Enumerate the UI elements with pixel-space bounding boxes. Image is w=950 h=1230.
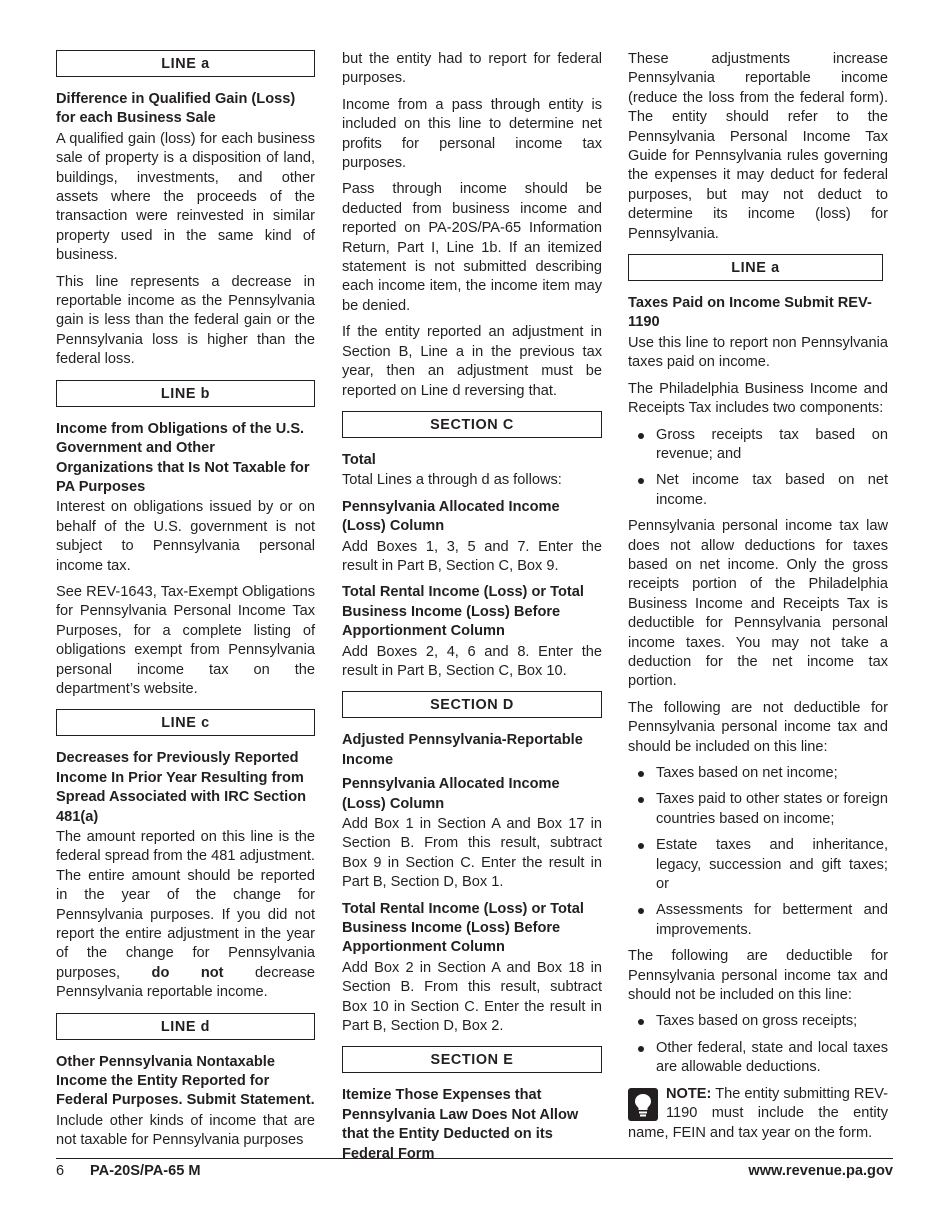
line-d-paragraph-1: Include other kinds of income that are not taxable for Pennsylvania purposes (56, 1112, 315, 1149)
note-block (628, 1085, 888, 1143)
line-a-tax-paragraph-5: The following are deductible for Pennsylvania personal income tax and should not be included on this line: (628, 948, 888, 1004)
list-item: Estate taxes and inheritance, legacy, succession and gift taxes; or (628, 836, 888, 894)
line-a-tax-paragraph-1: Use this line to report non Pennsylvania taxes paid on income. (628, 334, 888, 371)
page-footer (56, 1158, 893, 1183)
line-a-tax-paragraph-3: Pennsylvania personal income tax law does not allow deductions for taxes based on net income. Only the gross receipts portion of the Philadelphia Business Income and Receipts Tax is deductible for Pennsylvania personal income taxes. You may not take a deduction for the net income tax portion. (628, 518, 888, 690)
line-a-tax-heading: Taxes Paid on Income Submit REV-1190 (628, 295, 872, 331)
page-number: 6 (56, 1163, 65, 1179)
line-b-heading: Income from Obligations of the U.S. Government and Other Organizations that Is Not Taxable for PA Purposes (56, 420, 310, 495)
note-text: The entity submitting REV-1190 must include the entity name, FEIN and tax year on the form. (628, 1085, 888, 1141)
lightbulb-icon (628, 1088, 658, 1121)
line-b-paragraph-2: See REV-1643, Tax-Exempt Obligations for Pennsylvania Personal Income Tax Purposes, for a complete listing of obligations exempt from Pennsylvania personal income tax on the department’s website. (56, 583, 315, 697)
section-d-header: SECTION D (342, 691, 602, 718)
line-a-tax-header: LINE a (628, 254, 883, 281)
note-label: NOTE: (666, 1085, 712, 1102)
section-c-heading: Total (342, 451, 376, 468)
not-deductible-list (628, 764, 888, 940)
section-d-sub-paragraph-1: Add Box 1 in Section A and Box 17 in Section B. From this result, subtract Box 9 in Section C. Enter the result in Part B, Section D, Box 1. (342, 816, 602, 891)
line-c-text-start: The amount reported on this line is the federal spread from the 481 adjustment. The entire amount should be reported in the year of the change for Pennsylvania purposes. If you did not report the entire adjustment in the year of the change for Pennsylvania purposes, (56, 829, 315, 981)
line-d-heading: Other Pennsylvania Nontaxable Income the Entity Reported for Federal Purposes. Submit Statement. (56, 1053, 315, 1109)
line-d-cont-paragraph-2: Income from a pass through entity is included on this line to determine net profits for personal income tax purposes. (342, 96, 602, 172)
list-item: Taxes paid to other states or foreign countries based on income; (628, 790, 888, 829)
components-list (628, 426, 888, 511)
section-d-sub-paragraph-2: Add Box 2 in Section A and Box 18 in Section B. From this result, subtract Box 10 in Section C. Enter the result in Part B, Section D, Box 2. (342, 959, 602, 1035)
line-a-tax-paragraph-4: The following are not deductible for Pennsylvania personal income tax and should be included on this line: (628, 699, 888, 755)
list-item: Taxes based on net income; (628, 764, 888, 783)
section-d-heading: Adjusted Pennsylvania-Reportable Income (342, 732, 583, 768)
line-c-header: LINE c (56, 709, 315, 736)
line-b-header: LINE b (56, 380, 315, 407)
list-item: Assessments for betterment and improvements. (628, 901, 888, 940)
line-a-heading: Difference in Qualified Gain (Loss) for each Business Sale (56, 91, 296, 127)
line-a-tax-paragraph-2: The Philadelphia Business Income and Receipts Tax includes two components: (628, 380, 888, 417)
section-d-subheading-2: Total Rental Income (Loss) or Total Business Income (Loss) Before Apportionment Column (342, 900, 584, 956)
section-c-paragraph-1: Total Lines a through d as follows: (342, 472, 562, 489)
line-c-emphasis: do not (151, 964, 224, 981)
website-url: www.revenue.pa.gov (748, 1163, 893, 1179)
deductible-list (628, 1012, 888, 1077)
section-e-heading: Itemize Those Expenses that Pennsylvania Law Does Not Allow that the Entity Deducted on its Federal Form (342, 1087, 579, 1162)
section-d-subheading-1: Pennsylvania Allocated Income (Loss) Column (342, 776, 560, 812)
line-d-cont-paragraph-4: If the entity reported an adjustment in Section B, Line a in the previous tax year, then an adjustment must be reported on Line d reversing that. (342, 324, 602, 399)
line-c-paragraph-1 (56, 828, 315, 1003)
line-d-header: LINE d (56, 1013, 315, 1040)
section-c-sub-paragraph-1: Add Boxes 1, 3, 5 and 7. Enter the result in Part B, Section C, Box 9. (342, 538, 602, 574)
column-3 (628, 50, 888, 1143)
section-c-subheading-2: Total Rental Income (Loss) or Total Business Income (Loss) Before Apportionment Column (342, 584, 584, 640)
line-a-header: LINE a (56, 50, 315, 77)
column-2 (342, 50, 602, 1165)
section-c-header: SECTION C (342, 411, 602, 438)
list-item: Taxes based on gross receipts; (628, 1012, 888, 1031)
section-c-subheading-1: Pennsylvania Allocated Income (Loss) Column (342, 498, 560, 535)
line-a-paragraph-2: This line represents a decrease in reportable income as the Pennsylvania gain is less than the federal gain or the Pennsylvania loss is higher than the federal loss. (56, 273, 315, 368)
line-c-text-end: decrease Pennsylvania reportable income. (56, 964, 316, 1001)
line-a-paragraph-1: A qualified gain (loss) for each business sale of property is a disposition of land, buildings, investments, and other assets where the proceeds of the transaction were reinvested in similar property used in the same kind of business. (56, 130, 315, 264)
list-item: Gross receipts tax based on revenue; and (628, 426, 888, 465)
list-item: Net income tax based on net income. (628, 471, 888, 510)
line-d-cont-paragraph-3: Pass through income should be deducted from business income and reported on PA-20S/PA-65 Information Return, Part I, Line 1b. If an itemized statement is not submitted describing each income item, the income item may be denied. (342, 181, 602, 314)
section-e-header: SECTION E (342, 1046, 602, 1073)
line-d-cont-paragraph-1: but the entity had to report for federal purposes. (342, 51, 602, 87)
list-item: Other federal, state and local taxes are allowable deductions. (628, 1039, 888, 1078)
column-1 (56, 50, 315, 1158)
section-c-sub-paragraph-2: Add Boxes 2, 4, 6 and 8. Enter the result in Part B, Section C, Box 10. (342, 643, 602, 679)
line-b-paragraph-1: Interest on obligations issued by or on behalf of the U.S. government is not subject to Pennsylvania personal income tax. (56, 499, 315, 574)
line-c-heading: Decreases for Previously Reported Income In Prior Year Resulting from Spread Associated with IRC Section 481(a) (56, 750, 307, 825)
section-e-cont-paragraph: These adjustments increase Pennsylvania reportable income (reduce the loss from the federal form). The entity should refer to the Pennsylvania Personal Income Tax Guide for Pennsylvania rules governing the expenses it may deduct for federal purposes, but may not deduct to determine its income (loss) for Pennsylvania. (628, 51, 888, 242)
form-id: PA-20S/PA-65 M (90, 1163, 201, 1179)
